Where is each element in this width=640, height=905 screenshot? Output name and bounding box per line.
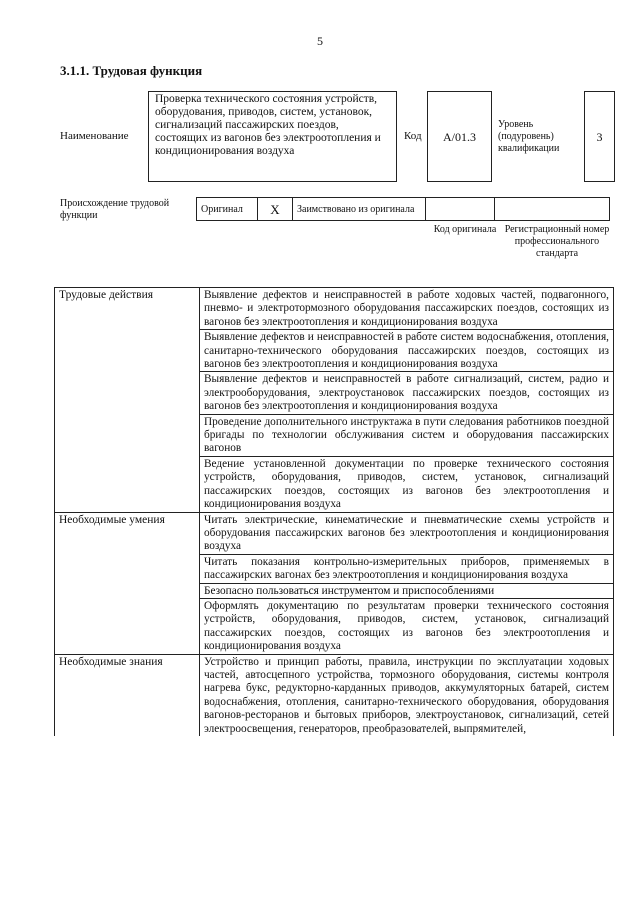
reg-number-label: Регистрационный номер профессионального стандарта xyxy=(504,224,610,259)
code-label: Код xyxy=(404,130,422,142)
borrowed-label: Заимствовано из оригинала xyxy=(293,198,426,221)
original-mark: X xyxy=(258,198,293,221)
table-item: Выявление дефектов и неисправностей в работе сигнализаций, систем, радио и электрооборудования, электроустановок пассажирских поездов, состоящих из вагонов без электроотопления и кондиционирования воздуха xyxy=(200,372,614,414)
table-item: Устройство и принцип работы, правила, инструкции по эксплуатации ходовых частей, автосцепного устройства, тормозного оборудования, системы контроля нагрева букс, редукторно-карданных приводов, аккумуляторных батарей, систем водоснабжения, отопления, санитарно-технического оборудования, оборудования вагонов-ресторанов и бытовых приборов, электроустановок, сигнализаций, сетей электроосвещения, генераторов, преобразователей, выпрямителей, xyxy=(200,654,614,736)
page-number: 5 xyxy=(317,34,323,48)
table-item: Выявление дефектов и неисправностей в работе ходовых частей, подвагонного, пневмо- и электротормозного оборудования пассажирских поездов, состоящих из вагонов без электроотопления и кондиционирования воздуха xyxy=(200,288,614,330)
table-item: Читать показания контрольно-измерительных приборов, применяемых в пассажирских вагонах без электроотопления и кондиционирования воздуха xyxy=(200,554,614,583)
category-cell: Трудовые действия xyxy=(55,288,200,513)
code-original-cell xyxy=(426,198,495,221)
table-row xyxy=(55,512,614,554)
category-cell: Необходимые умения xyxy=(55,512,200,654)
name-label: Наименование xyxy=(60,130,129,142)
origin-label: Происхождение трудовой функции xyxy=(60,198,170,221)
category-cell: Необходимые знания xyxy=(55,654,200,736)
table-item: Безопасно пользоваться инструментом и приспособлениями xyxy=(200,583,614,598)
original-label: Оригинал xyxy=(197,198,258,221)
table-item: Ведение установленной документации по проверке технического состояния устройств, оборудования, приводов, систем, установок, сигнализаций пассажирских поездов, состоящих из вагонов без электроотопления и кондиционирования воздуха xyxy=(200,456,614,512)
function-name-box: Проверка технического состояния устройств, оборудования, приводов, систем, установок, сигнализаций пассажирских поездов, состоящих из вагонов без электроотопления и кондиционирования воздуха xyxy=(148,91,397,182)
table-item: Проведение дополнительного инструктажа в пути следования работников поездной бригады по технологии обслуживания систем и оборудования пассажирских вагонов xyxy=(200,414,614,456)
labor-function-table xyxy=(54,287,614,736)
table-row xyxy=(55,654,614,736)
table-item: Читать электрические, кинематические и пневматические схемы устройств и оборудования пассажирских вагонов без электроотопления и кондиционирования воздуха xyxy=(200,512,614,554)
table-item: Оформлять документацию по результатам проверки технического состояния устройств, оборудования, приводов, систем, установок, сигнализаций пассажирских поездов, состоящих из вагонов без электроотопления и кондиционирования воздуха xyxy=(200,598,614,654)
qualification-level-label: Уровень (подуровень) квалификации xyxy=(498,119,560,154)
section-title: 3.1.1. Трудовая функция xyxy=(60,63,203,78)
reg-number-cell xyxy=(495,198,610,221)
table-item: Выявление дефектов и неисправностей в работе систем водоснабжения, отопления, санитарно-технического оборудования пассажирских поездов, состоящих из вагонов без электроотопления и кондиционирования воздуха xyxy=(200,330,614,372)
qualification-level-box: 3 xyxy=(584,91,615,182)
origin-table xyxy=(196,197,610,221)
table-row xyxy=(55,288,614,330)
code-original-label: Код оригинала xyxy=(433,224,497,235)
function-code-box: А/01.3 xyxy=(427,91,492,182)
